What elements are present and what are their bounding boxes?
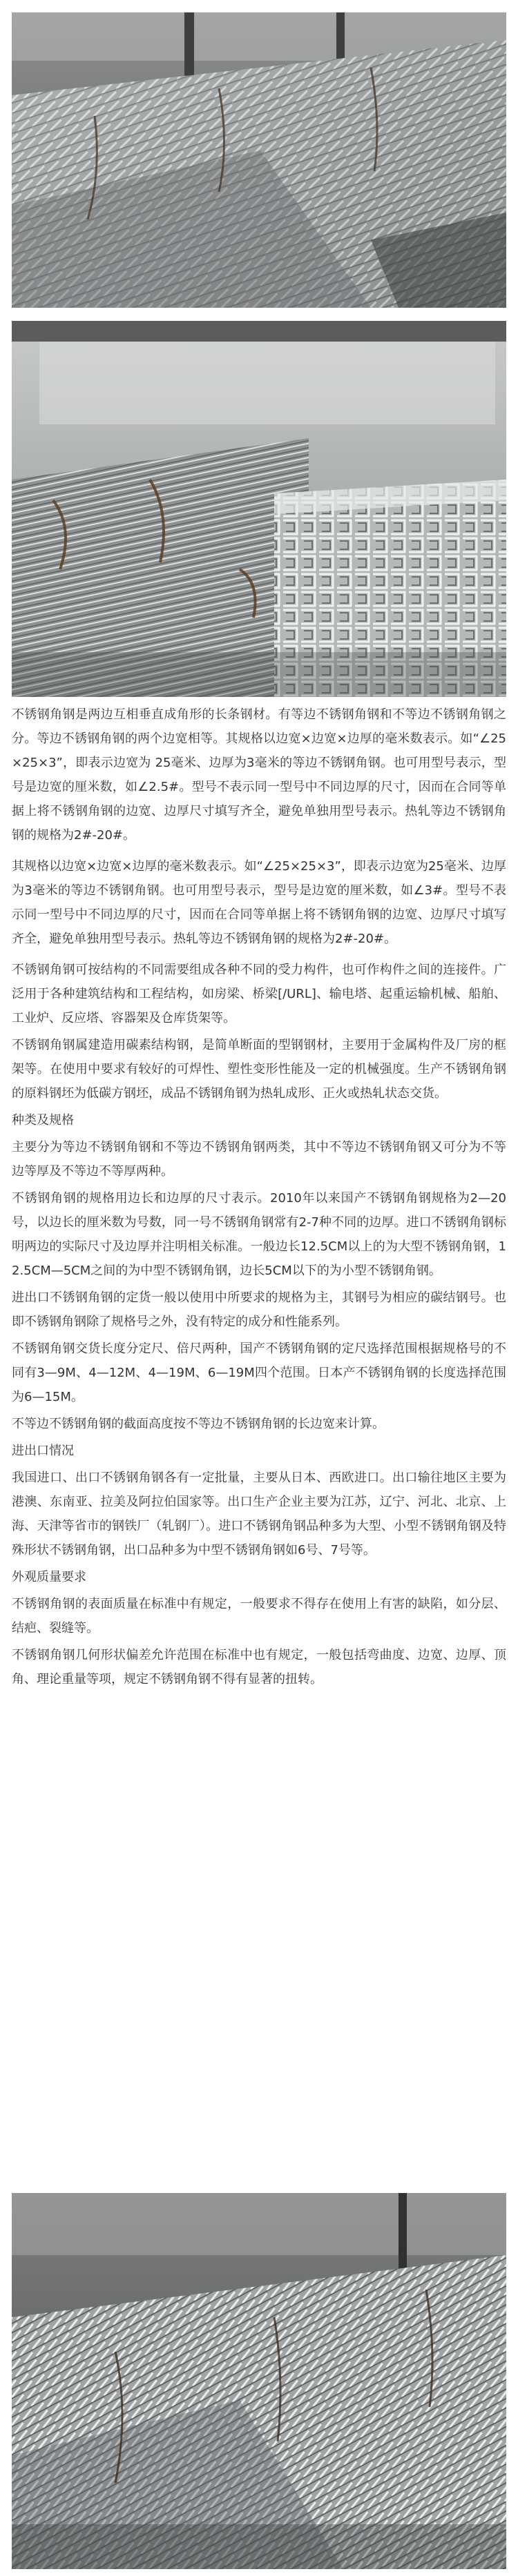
stainless-angle-steel-stack-photo [12, 12, 506, 308]
article-body [12, 702, 506, 1694]
paragraph-geometry-tolerance: 不锈钢角钢几何形状偏差允许范围在标准中也有规定，一般包括弯曲度、边宽、边厚、顶角、理论重量等项，规定不锈钢角钢不得有显著的扭转。 [12, 1648, 506, 1687]
paragraph-delivery-length: 不锈钢角钢交货长度分定尺、倍尺两种，国产不锈钢角钢的定尺选择范围根据规格号的不同有3—9M、4—12M、4—19M、6—19M四个范围。日本产不锈钢角钢的长度选择范围为6—15M。 [12, 1341, 506, 1404]
heading-appearance-quality: 外观质量要求 [12, 1570, 86, 1584]
paragraph-surface-quality: 不锈钢角钢的表面质量在标准中有规定，一般要求不得存在使用上有害的缺陷，如分层、结疤、裂缝等。 [12, 1597, 506, 1635]
heading-types-specs: 种类及规格 [12, 1113, 74, 1128]
paragraph-sizes: 不锈钢角钢的规格用边长和边厚的尺寸表示。2010年以来国产不锈钢角钢规格为2—20号，以边长的厘米数为号数，同一号不锈钢角钢常有2-7种不同的边厚。进口不锈钢角钢标明两边的实际尺寸及边厚并注明相关标准。一般边长12.5CM以上的为大型不锈钢角钢，12.5CM—5CM之间的为中型不锈钢角钢，边长5CM以下的为小型不锈钢角钢。 [12, 1191, 506, 1278]
heading-import-export: 进出口情况 [12, 1444, 74, 1458]
stainless-angle-steel-bundles-photo [12, 2193, 506, 2569]
paragraph-types: 主要分为等边不锈钢角钢和不等边不锈钢角钢两类，其中不等边不锈钢角钢又可分为不等边等厚及不等边不等厚两种。 [12, 1140, 506, 1179]
paragraph-intro: 不锈钢角钢是两边互相垂直成角形的长条钢材。有等边不锈钢角钢和不等边不锈钢角钢之分。等边不锈钢角钢的两个边宽相等。其规格以边宽×边宽×边厚的毫米数表示。如“∠25×25×3”，即表示边宽为 25毫米、边厚为3毫米的等边不锈钢角钢。也可用型号表示，型号是边宽的厘米数，如∠2.5#。型号不表示同一型号中不同边厚的尺寸，因而在合同等单据上将不锈钢角钢的边宽、边厚尺寸填写齐全，避免单独用型号表示。热轧等边不锈钢角钢的规格为2#-20#。 [12, 707, 506, 843]
stainless-channel-steel-warehouse-photo [12, 321, 506, 697]
paragraph-import-export: 我国进口、出口不锈钢角钢各有一定批量，主要从日本、西欧进口。出口输往地区主要为港澳、东南亚、拉美及阿拉伯国家等。出口生产企业主要为江苏，辽宁、河北、北京、上海、天津等省市的钢铁厂（轧钢厂）。进口不锈钢角钢品种多为大型、小型不锈钢角钢及特殊形状不锈钢角钢，出口品种多为中型不锈钢角钢如6号、7号等。 [12, 1471, 506, 1557]
paragraph-ordering: 进出口不锈钢角钢的定货一般以使用中所要求的规格为主，其钢号为相应的碳结钢号。也即不锈钢角钢除了规格号之外，没有特定的成分和性能系列。 [12, 1290, 506, 1329]
paragraph-material: 不锈钢角钢属建造用碳素结构钢，是简单断面的型钢钢材，主要用于金属构件及厂房的框架等。在使用中要求有较好的可焊性、塑性变形性能及一定的机械强度。生产不锈钢角钢的原料钢坯为低碳方钢坯，成品不锈钢角钢为热轧成形、正火或热轧状态交货。 [12, 1038, 506, 1101]
paragraph-section-height: 不等边不锈钢角钢的截面高度按不等边不锈钢角钢的长边宽来计算。 [12, 1417, 385, 1431]
paragraph-usage: 不锈钢角钢可按结构的不同需要组成各种不同的受力构件，也可作构件之间的连接件。广泛用于各种建筑结构和工程结构，如房梁、桥梁[/URL]、输电塔、起重运输机械、船舶、工业炉、反应塔、容器架及仓库货架等。 [12, 963, 506, 1025]
paragraph-spec: 其规格以边宽×边宽×边厚的毫米数表示。如“∠25×25×3”，即表示边宽为25毫米、边厚为3毫米的等边不锈钢角钢。也可用型号表示，型号是边宽的厘米数，如∠3#。型号不表示同一型号中不同边厚的尺寸，因而在合同等单据上将不锈钢角钢的边宽、边厚尺寸填写齐全，避免单独用型号表示。热轧等边不锈钢角钢的规格为2#-20#。 [12, 859, 506, 946]
